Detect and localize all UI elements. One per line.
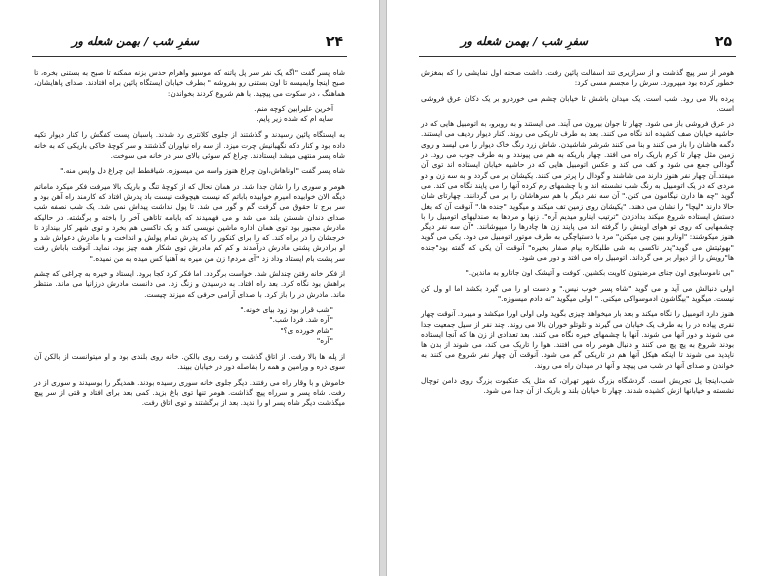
paragraph: از فکر خانه رفتن چندلش شد. خواست برگردد. اما فکر کرد کجا برود. ایستاد و خیره به چراغی که چشم براهش بود نگاه کرد. بعد راه افتاد. به درسیدن و زنگ زد. می دانست مادرش درزانیا می ماند. منتظر ماند. مادرش در را باز کرد. با صدای آرامی حرفی که میزند چیست. xyxy=(34,269,345,299)
paragraph: "بی ناموسایوی اون جنای مرضیتون کاویت بکشین. کوفت و آتیشک اون جاتارو به ماندین." xyxy=(465,268,734,278)
poem-line: سایه ام که شده زیر پایم. xyxy=(256,114,333,124)
dialogue-block xyxy=(34,305,333,346)
right-page-body xyxy=(421,68,734,402)
paragraph: هومر و سوری را را شان جدا شد. در همان نحال که از کوچۀ تنگ و باریک بالا میرفت فکر میکرد ماماتم دیگه الان خوابیده امیرم خوابیده باباتم که نیست هیچوقت نیست باد پدرش افتاد که کارمند راه آهن بود و سر برج تا حقوق می گرفت گم و گور می شد. تا پول نداشت پیداش نمی شد. یک شب نصفه شب صدای دندان شستن بلند می شد و می فهمیدند که بابامه تاتاهی آخر را باخته و برگشته. در حالیکه مادرش مجبور بود توی همان اداره ماشین نویسی کند و یک تاکسی هم بخرد و توی شهر کار بیندازد تا خرجشان را در براه کند. که را برای کنکور را که پدرش تمام پولش و انداخت و با مادرش دعواش شد و او برادرش پشتی مادرش درآمدند و کم کم مادرش توی شکار همه چیز بود، نماید. آنوقت باباش رفت سر پشت بام ایستاد وداد زد "آی مردم! زن من میره به آهنیا کس میده به من نمیده." xyxy=(34,181,345,263)
dialogue-line: "شب قرار بود زود بیای خونه." xyxy=(240,304,333,314)
paragraph: پرده بالا می رود. شب است. یک میدان باشش تا خیابان چشم می خوردرو بر یک دکان عرق فروشی است. xyxy=(421,93,734,113)
running-title: سفرِ شب / بهمن شعله ور xyxy=(71,34,199,48)
dialogue-line: "آره" xyxy=(316,335,333,345)
paragraph: از پله ها بالا رفت. از اتاق گذشت و رفت روی بالکن. خانه روی بلندی بود و او میتوانست از بالکن آن سوی دره و ورامین و همه را بفاصله دور در خیابان ببیند. xyxy=(34,352,345,372)
left-page-header xyxy=(30,34,349,52)
paragraph: شاه پسر گفت "اگه یک نفر سر پل پاتنه که موسیو واهرام حدس بزنه ممکنه تا صبح به بستنی بخره، تا صبح اینجا وایمیسه تا اون بستنی رو بفروشه " بطرف خیابان ایستگاه پائین براه افتادند. صدای پاهایشان، هماهنگ ، در سکوت می پیچید. با هم شروع کردند بخواندن: xyxy=(34,68,345,98)
right-page xyxy=(386,0,768,576)
running-title: سفرِ شب / بهمن شعله ور xyxy=(460,34,588,48)
paragraph: در عرق فروشی باز می شود. چهار تا جوان بیرون می آیند. می ایستند و به روبرو، به اتومبیل هایی که در حاشیه خیابان صف کشیده اند نگاه می کنند. بعد به طرف تاریکی می روند. کنار دیوار ردیف می ایستند. دگمه هاشان را باز می کنند و بنا می کنند شرشر شاشیدن. شاش زرد رنگ خاک دیوار را می لیسد و روی زمین مثل چهار تا کرم باریک راه می افتد. چهار باریکه به هم می پیوندد و به طرف جوب می رود. در گودالی جمع می شود و کف می کند و عکس اتومبیل هایی که در حاشیه خیابان ایستاده اند توی آن میفتد.آن چهار نفر هنوز دارند می شاشند و گودال را پرتر می کنند. یکیشان بر می گردد و به سه زن و دو مردی که در یک اتومبیل به رنگ شب نشسته اند و با چشمهای رم کرده آنها را می پایند نگاه می کند. می گوید "چه ها دارن نیگامون می کنن." آن سه نفر دیگر با هم سرهاشان را بر می گردانند. چهارتای شان حالا دارند "لیچا" را نشان می دهند. "یکیشان روی زمین تف میکند و میگوید "جنده ها." آنوقت آن که بغل دستش ایستاده شروع میکند بدادزدن "ترتیب اینارو میدیم آره". زنها و مردها به صندلیهای اتومبیل را با چشمهایی که روی تو هوای اوینش را گرفته اند می پایند زن ها چادرها را میپوشانند. "آن سه نفر دیگر هنوز میکوشند: "اونارو ببین چی میکنن" مرد با دستپاچگی به طرف موتور اتومبیل می دود. یکی می گوید "بهوئیتش می گوید"پدر ناکسی به شی طلبکاره بیام صفار بخیره" آنوقت آن یکی که گفته بود"جنده ها"رویش را از دیوار بر می گرداند. اتومبیل راه می افتد و دور می شود. xyxy=(421,119,734,263)
paragraph: شب،اینجا پل تجریش است. گردشگاه بزرگ شهر تهران، که مثل یک عنکبوت بزرگ روی دامن توچال نشسته و خیابانها ازش کشیده شدند. چهار تا خیابان بلند و باریک از آن جدا می شود. xyxy=(421,376,734,396)
left-page xyxy=(0,0,380,576)
right-page-header xyxy=(417,34,738,52)
dialogue-line: "شام خورده ی؟" xyxy=(280,325,333,335)
dialogue-line: "آره شد. فردا شب." xyxy=(269,315,333,325)
paragraph: خاموش و با وقار راه می رفتند. دیگر جلوی خانه سوری رسیده بودند. همدیگر را بوسیدند و سوری از در رفت. شاه پسر و سرراه پیچ گذاشت. هومر تنها توی باغ بزید. کمی بعد برای افتاد و قتی از سر پیچ میگذشت دیگر شاه پسر او را ندید. بعد از برگشتند و توی اتاق رفت. xyxy=(34,377,345,408)
page-number: ۲۵ xyxy=(714,34,732,50)
header-rule xyxy=(32,56,347,57)
paragraph: به ایستگاه پائین رسیدند و گذشتند از جلوی کلانتری رد شدند. پاسبان پست کفگش را کنار دیوار تکیه داده بود و کنار دکه نگهبانیش چرت میزد. از سه راه نیاوران گذشتند و سر کوچۀ خاکی باریکی که به خانه شاه پسر منتهی میشد ایستادند. چراغ کم سوئی بالای سر در خانه می سوخت. xyxy=(34,130,345,161)
paragraph: هنوز دارد اتومبیل را نگاه میکند و بعد بار میخواهد چیزی بگوید ولی اولی اورا میکشد و میبرد. آنوقت چهار نفری پیاده در را به طرف یک خیابان می گیرند و تلوتلو خوران بالا می روند. چند نفر از سیل جمعیت جدا می شوند و دور آنها می شوند. آنها با چشمهای خیره نگاه می کنند. بعد تعدادی از زن ها که آنجا ایستاده بودند شروع به پچ پچ می کنند و دنبال هومر راه می افتند. هوا را تاریک می کند، می شوند از بدن ها ناپدید می شوند تا اینکه هیکل آنها هم در تاریکی گم می شود. آنوقت آن چهار نفر شروع می کنند به خواندن و صدای آنها در شب می پیچد و آنها در میدان راه می روند. xyxy=(421,309,734,370)
left-page-body xyxy=(34,68,345,414)
page-number: ۲۴ xyxy=(325,34,343,50)
paragraph: هومر از سر پیچ گذشت و از سرازیری تند اسفالت پائین رفت. داشت صحنه اول نمایشی را که بمغزش خطور کرده بود میپرورد. سرش را مجسم مسی کرد: xyxy=(421,68,734,88)
paragraph: شاه پسر گفت "اوناهاش،اون چراغ هنوز واسه من میسوزه. شیافطط این چراغ دل واپس منه." xyxy=(60,166,345,176)
poem-line: آخرین علیرابین کوچه منم. xyxy=(254,103,333,113)
header-rule xyxy=(419,56,736,57)
poem-block xyxy=(34,104,333,125)
paragraph: اولی دنبالش می آید و می گوید "شاه پسر خوب نیس." و دست او را می گیرد بکشد اما او ول کن نیست. میگوید "بیگاشون ادموسواکی میکنی. " اولی میگوید "نه دادم میسوزه." xyxy=(421,283,734,303)
